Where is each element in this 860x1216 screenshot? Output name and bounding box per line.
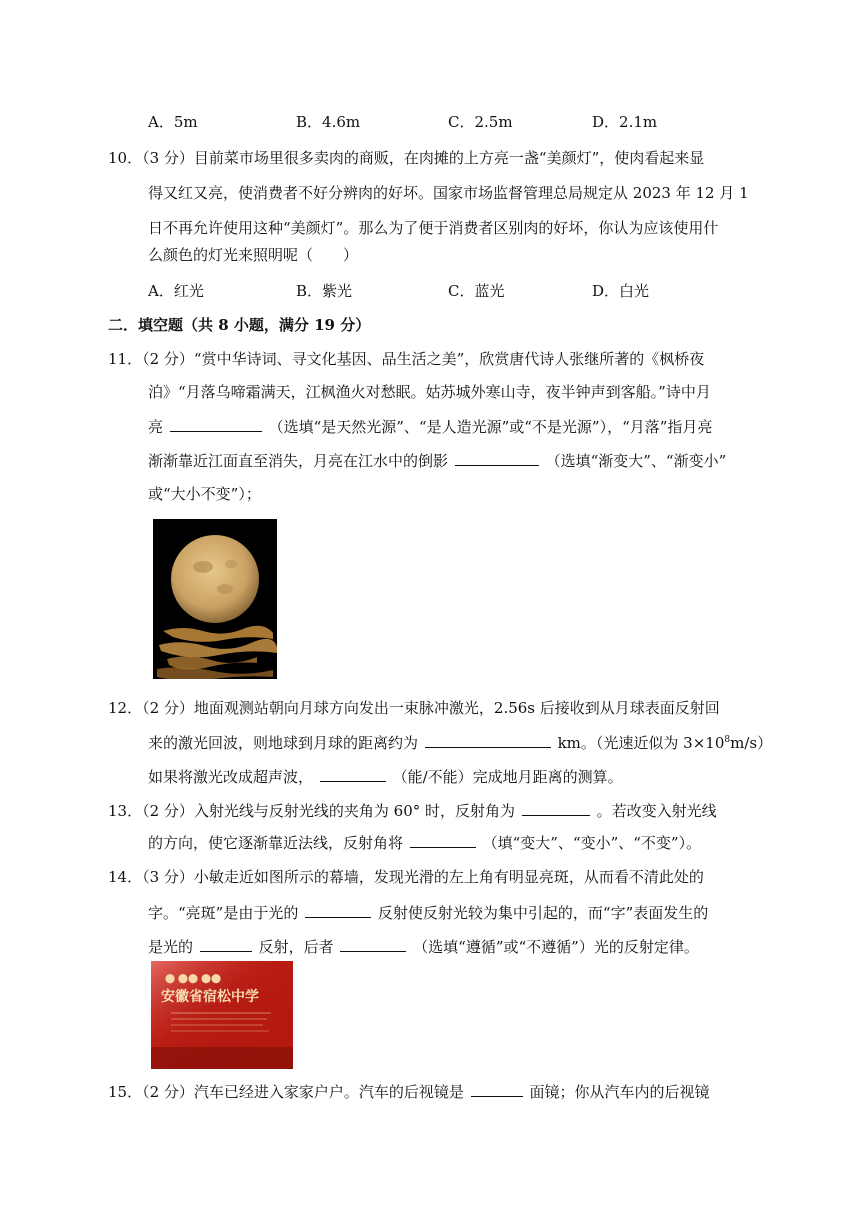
q11-line-2: 泊》“月落乌啼霜满天，江枫渔火对愁眠。姑苏城外寒山寺，夜半钟声到客船。”诗中月 — [148, 383, 711, 401]
q15-line-1 — [108, 1081, 709, 1102]
q10-option-a: A．红光 — [148, 282, 204, 300]
q11-text-4a: 渐渐靠近江面直至消失，月亮在江水中的倒影 — [148, 452, 449, 470]
q10-option-b: B．紫光 — [296, 282, 353, 300]
q10-line-4: 么颜色的灯光来照明呢（ ） — [148, 246, 359, 264]
q12-text-2a: 来的激光回波，则地球到月球的距离约为 — [148, 734, 419, 752]
q11-text-3b: （选填“是天然光源”、“是人造光源”或“不是光源”），“月落”指月亮 — [268, 418, 713, 436]
q14-text-3a: 是光的 — [148, 938, 194, 956]
q10-line-1: 10．（3 分）目前菜市场里很多卖肉的商贩，在肉摊的上方亮一盏“美颜灯”，使肉看起来显 — [108, 149, 705, 167]
q10-line-3: 日不再允许使用这种“美颜灯”。那么为了便于消费者区别肉的好坏，你认为应该使用什 — [148, 219, 719, 237]
q14-text-3c: （选填“遵循”或“不遵循”）光的反射定律。 — [413, 938, 699, 956]
q12-line-1: 12．（2 分）地面观测站朝向月球方向发出一束脉冲激光，2.56s 后接收到从月球表面反射回 — [108, 699, 720, 717]
q13-text-2a: 的方向，使它逐渐靠近法线，反射角将 — [148, 834, 404, 852]
q10-option-d: D．白光 — [592, 282, 650, 300]
q11-blank-2[interactable] — [455, 450, 539, 466]
q11-line-1: 11．（2 分）“赏中华诗词、寻文化基因、品生活之美”，欣赏唐代诗人张继所著的《枫桥夜 — [108, 350, 705, 368]
banner-top-text: ⬤ ⬤⬤ ⬤⬤ — [165, 974, 222, 984]
q14-line-2 — [148, 902, 708, 923]
q15-text-1b: 面镜；你从汽车内的后视镜 — [529, 1083, 710, 1101]
q10-line-2: 得又红又亮，使消费者不好分辨肉的好坏。国家市场监督管理总局规定从 2023 年 12 月 1 — [148, 184, 749, 202]
q9-option-a: A．5m — [148, 113, 198, 131]
q13-text-1a: 13．（2 分）入射光线与反射光线的夹角为 60° 时，反射角为 — [108, 802, 516, 820]
q9-option-c: C．2.5m — [448, 113, 513, 131]
q11-line-3 — [148, 416, 712, 437]
q10-option-c: C．蓝光 — [448, 282, 505, 300]
q14-line-1: 14．（3 分）小敏走近如图所示的幕墙，发现光滑的左上角有明显亮斑，从而看不清此处的 — [108, 868, 704, 886]
q13-line-2 — [148, 832, 701, 853]
q13-text-1b: 。若改变入射光线 — [596, 802, 717, 820]
q11-line-4 — [148, 450, 726, 471]
moon-reflection-image — [153, 519, 277, 679]
q12-text-3b: （能/不能）完成地月距离的测算。 — [392, 768, 623, 786]
q9-option-b: B．4.6m — [296, 113, 361, 131]
q13-text-2b: （填“变大”、“变小”、“不变”）。 — [482, 834, 702, 852]
q9-option-d: D．2.1m — [592, 113, 658, 131]
q12-line-3 — [148, 766, 623, 787]
q11-blank-1[interactable] — [170, 416, 262, 432]
q12-text-3a: 如果将激光改成超声波， — [148, 768, 314, 786]
q13-blank-1[interactable] — [522, 800, 590, 816]
q11-line-5: 或“大小不变”）； — [148, 485, 261, 503]
q15-blank-1[interactable] — [471, 1081, 523, 1097]
q12-blank-1[interactable] — [425, 732, 551, 748]
q13-blank-2[interactable] — [410, 832, 476, 848]
q14-blank-2[interactable] — [200, 936, 252, 952]
q14-text-3b: 反射，后者 — [258, 938, 334, 956]
q14-blank-3[interactable] — [340, 936, 406, 952]
q12-text-2c: m/s） — [730, 734, 773, 752]
q12-text-2b: km。（光速近似为 3×10 — [557, 734, 725, 752]
q11-text-3a: 亮 — [148, 418, 164, 436]
q11-text-4b: （选填“渐变大”、“渐变小” — [545, 452, 727, 470]
banner-title-text: 安徽省宿松中学 — [161, 989, 259, 1005]
q12-blank-2[interactable] — [320, 766, 386, 782]
q14-blank-1[interactable] — [305, 902, 371, 918]
q15-text-1a: 15．（2 分）汽车已经进入家家户户。汽车的后视镜是 — [108, 1083, 464, 1101]
red-banner-wall-image — [151, 961, 293, 1069]
section-heading: 二．填空题（共 8 小题，满分 19 分） — [108, 316, 371, 334]
q14-line-3 — [148, 936, 699, 957]
q13-line-1 — [108, 800, 717, 821]
q12-line-2 — [148, 732, 772, 753]
q14-text-2b: 反射使反射光较为集中引起的，而“字”表面发生的 — [377, 904, 709, 922]
q12-exponent: 8 — [724, 735, 731, 745]
q14-text-2a: 字。“亮斑”是由于光的 — [148, 904, 299, 922]
